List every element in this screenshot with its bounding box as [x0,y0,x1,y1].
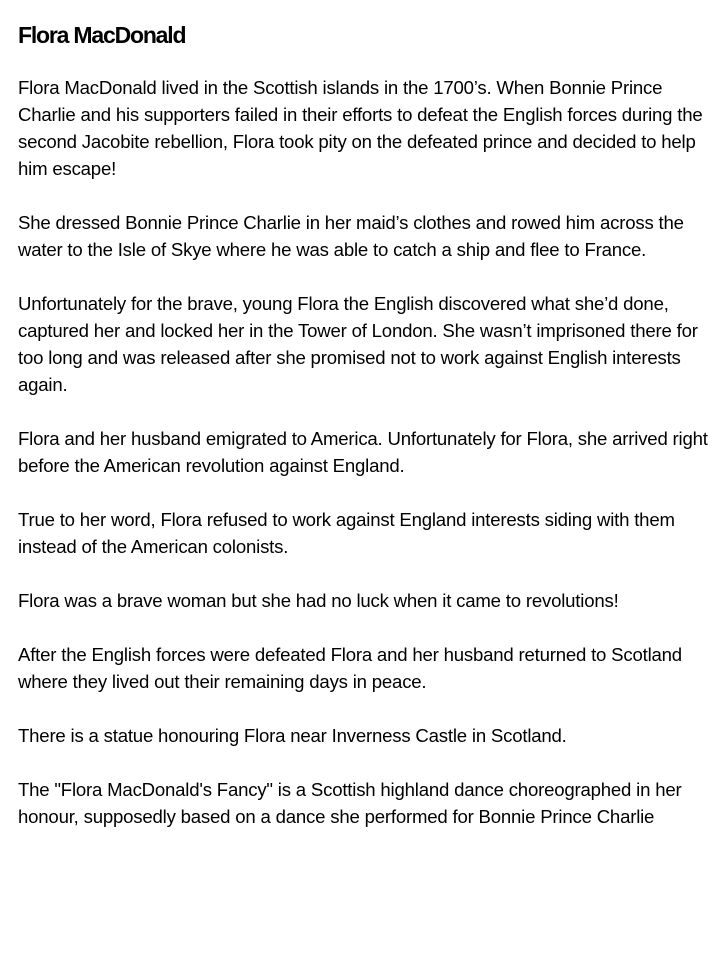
paragraph-statue: There is a statue honouring Flora near Inverness Castle in Scotland. [18,725,567,746]
paragraph-emigrated: Flora and her husband emigrated to America. Unfortunately for Flora, she arrived right before the American revolution against England. [18,428,708,476]
paragraph-return: After the English forces were defeated Flora and her husband returned to Scotland where they lived out their remaining days in peace. [18,644,682,692]
paragraph-dance: The "Flora MacDonald's Fancy" is a Scottish highland dance choreographed in her honour, supposedly based on a dance she performed for Bonnie Prince Charlie [18,779,682,827]
paragraph-disguise: She dressed Bonnie Prince Charlie in her maid’s clothes and rowed him across the water to the Isle of Skye where he was able to catch a ship and flee to France. [18,212,684,260]
page-title: Flora MacDonald [18,22,186,48]
paragraph-escape: Flora MacDonald lived in the Scottish islands in the 1700’s. When Bonnie Prince Charlie and his supporters failed in their efforts to defeat the English forces during the second Jacobite rebellion, Flora took pity on the defeated prince and decided to help him escape! [18,77,703,179]
paragraph-revolutions: Flora was a brave woman but she had no luck when it came to revolutions! [18,590,619,611]
paragraph-loyalty: True to her word, Flora refused to work against England interests siding with them instead of the American colonists. [18,509,675,557]
paragraph-captured: Unfortunately for the brave, young Flora the English discovered what she’d done, captured her and locked her in the Tower of London. She wasn’t imprisoned there for too long and was released after she promised not to work against English interests again. [18,293,698,395]
document-page [18,18,708,857]
